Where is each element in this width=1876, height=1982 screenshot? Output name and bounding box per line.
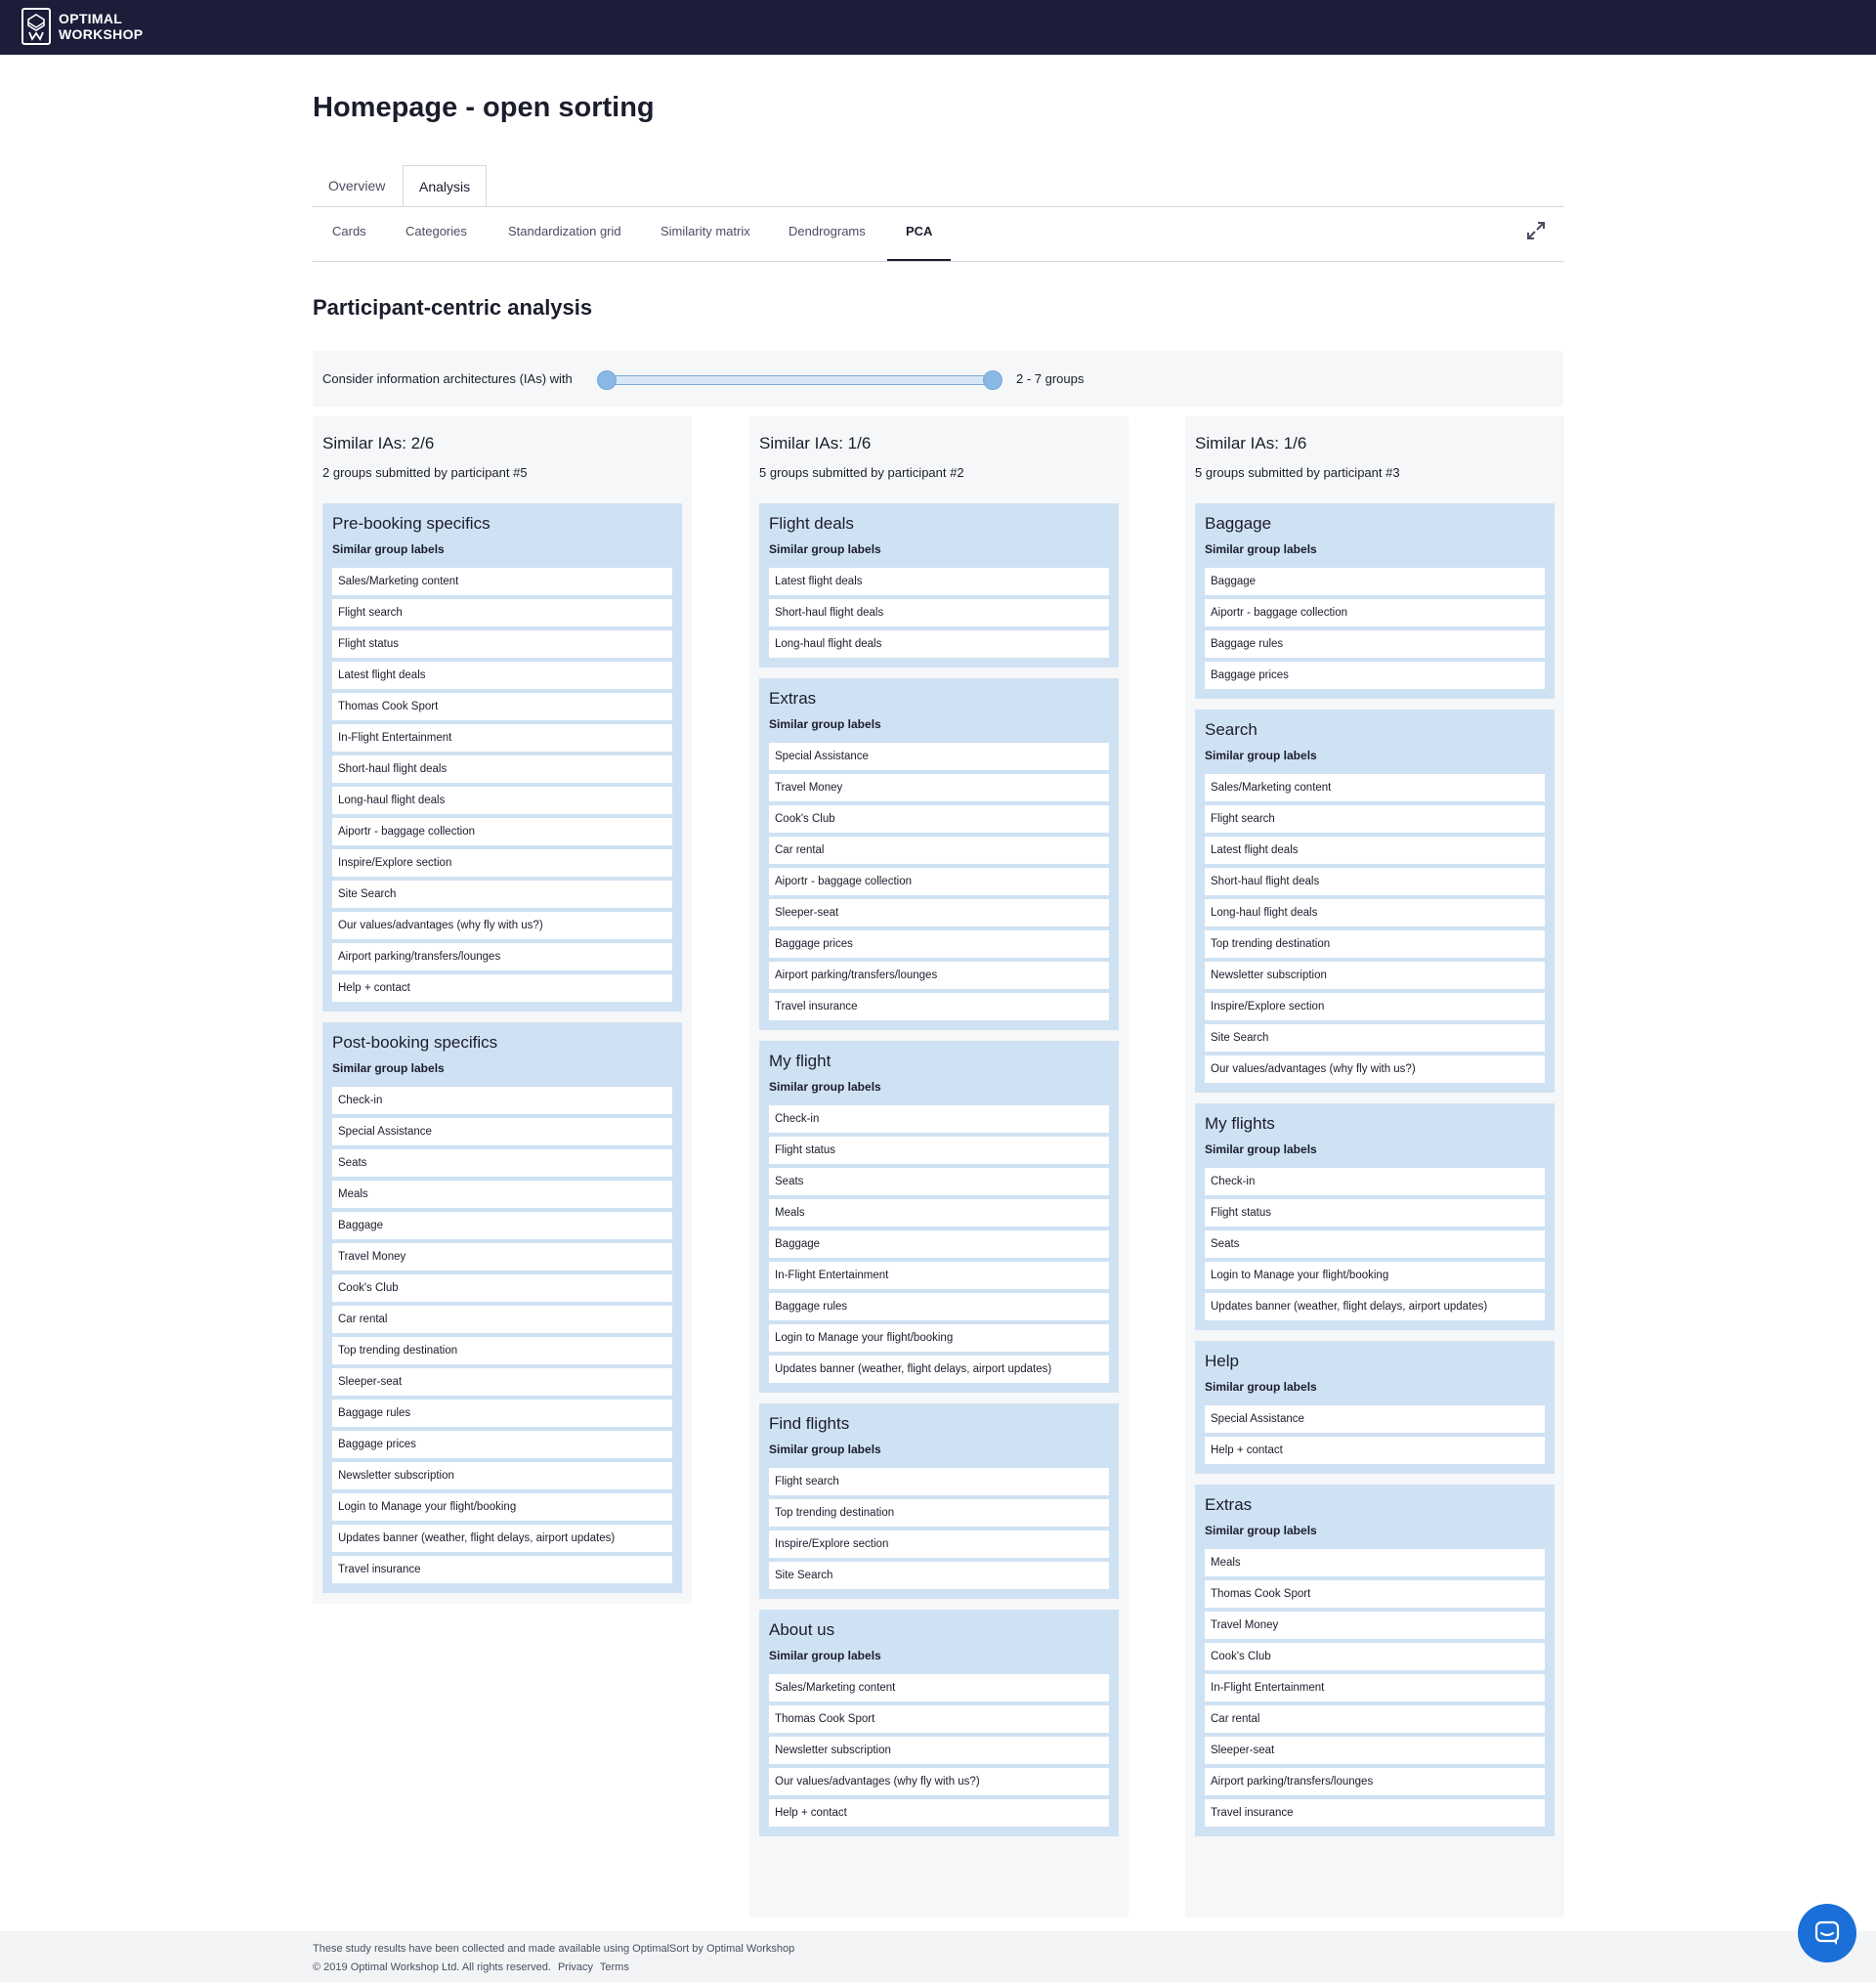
card-item: Inspire/Explore section	[769, 1530, 1109, 1558]
card-item: Site Search	[769, 1562, 1109, 1589]
card-item: Aiportr - baggage collection	[332, 818, 672, 845]
group-card	[1195, 1341, 1555, 1474]
group-card	[759, 1403, 1119, 1599]
card-item: In-Flight Entertainment	[332, 724, 672, 752]
card-item: Baggage rules	[769, 1293, 1109, 1320]
card-item: Travel insurance	[332, 1556, 672, 1583]
group-name: Extras	[769, 689, 817, 708]
card-item: Our values/advantages (why fly with us?)	[332, 912, 672, 939]
card-item: Sales/Marketing content	[332, 568, 672, 595]
group-list	[1195, 503, 1555, 1836]
ia-column-3	[1185, 416, 1564, 1917]
ia-column-1	[313, 416, 692, 1604]
card-item: Flight status	[1205, 1199, 1545, 1227]
card-item: Inspire/Explore section	[1205, 993, 1545, 1020]
column-subtitle: 5 groups submitted by participant #3	[1195, 465, 1400, 480]
group-sublabel: Similar group labels	[332, 542, 445, 556]
column-title: Similar IAs: 2/6	[322, 434, 435, 452]
group-name: Find flights	[769, 1414, 850, 1433]
card-item: Travel Money	[1205, 1612, 1545, 1639]
group-card	[1195, 710, 1555, 1093]
card-item: Login to Manage your flight/booking	[332, 1493, 672, 1521]
card-item: Login to Manage your flight/booking	[769, 1324, 1109, 1352]
card-item: Flight search	[1205, 805, 1545, 833]
card-item: Special Assistance	[1205, 1405, 1545, 1433]
card-item: Latest flight deals	[769, 568, 1109, 595]
top-bar	[0, 0, 1876, 55]
card-item: Long-haul flight deals	[332, 787, 672, 814]
card-item: Long-haul flight deals	[769, 630, 1109, 658]
subtab-similarity-matrix[interactable]: Similarity matrix	[661, 224, 750, 238]
group-name: Search	[1205, 720, 1258, 739]
card-item: Baggage rules	[332, 1400, 672, 1427]
card-item: Long-haul flight deals	[1205, 899, 1545, 926]
group-sublabel: Similar group labels	[769, 1443, 881, 1456]
card-item: Check-in	[1205, 1168, 1545, 1195]
footer-legal	[313, 1961, 633, 1973]
group-sublabel: Similar group labels	[1205, 749, 1317, 762]
card-item: Latest flight deals	[332, 662, 672, 689]
range-min-handle[interactable]	[597, 370, 617, 390]
tab-bar	[313, 165, 1563, 262]
card-item: Baggage prices	[769, 930, 1109, 958]
card-item: Meals	[332, 1181, 672, 1208]
tab-overview[interactable]: Overview	[328, 178, 386, 194]
group-name: Help	[1205, 1352, 1239, 1370]
group-name: Baggage	[1205, 514, 1272, 533]
card-item: Inspire/Explore section	[332, 849, 672, 877]
card-item: Flight status	[769, 1137, 1109, 1164]
card-item: Seats	[1205, 1230, 1545, 1258]
group-sublabel: Similar group labels	[1205, 1142, 1317, 1156]
group-name: Flight deals	[769, 514, 854, 533]
card-item: Sales/Marketing content	[1205, 774, 1545, 801]
card-item: Cook's Club	[769, 805, 1109, 833]
group-range-panel	[313, 351, 1563, 407]
card-item: Help + contact	[332, 974, 672, 1002]
card-item: Car rental	[332, 1306, 672, 1333]
subtab-dendrograms[interactable]: Dendrograms	[789, 224, 866, 238]
chat-icon	[1813, 1919, 1841, 1947]
card-item: Cook's Club	[1205, 1643, 1545, 1670]
group-card	[759, 1041, 1119, 1393]
card-item: Airport parking/transfers/lounges	[332, 943, 672, 970]
brand-line-1: OPTIMAL	[59, 11, 123, 26]
card-item: Special Assistance	[332, 1118, 672, 1145]
card-item: Site Search	[332, 881, 672, 908]
terms-link[interactable]: Terms	[599, 1961, 629, 1973]
card-item: Newsletter subscription	[1205, 962, 1545, 989]
brand-line-2: WORKSHOP	[59, 26, 144, 42]
card-item: Check-in	[769, 1105, 1109, 1133]
card-item: Thomas Cook Sport	[1205, 1580, 1545, 1608]
card-item: Travel insurance	[769, 993, 1109, 1020]
group-name: Pre-booking specifics	[332, 514, 490, 533]
subtab-cards[interactable]: Cards	[332, 224, 366, 238]
card-item: Updates banner (weather, flight delays, airport updates)	[1205, 1293, 1545, 1320]
card-item: Top trending destination	[1205, 930, 1545, 958]
tab-analysis[interactable]: Analysis	[403, 165, 487, 207]
group-card	[759, 503, 1119, 668]
group-sublabel: Similar group labels	[332, 1061, 445, 1075]
card-item: Updates banner (weather, flight delays, airport updates)	[332, 1525, 672, 1552]
card-item: Thomas Cook Sport	[332, 693, 672, 720]
card-item: Short-haul flight deals	[769, 599, 1109, 626]
card-item: Baggage prices	[332, 1431, 672, 1458]
group-card	[1195, 503, 1555, 699]
card-item: Help + contact	[769, 1799, 1109, 1827]
card-item: Flight status	[332, 630, 672, 658]
card-item: Login to Manage your flight/booking	[1205, 1262, 1545, 1289]
range-slider-track[interactable]	[606, 375, 993, 385]
section-title: Participant-centric analysis	[313, 295, 593, 320]
card-item: Updates banner (weather, flight delays, airport updates)	[769, 1356, 1109, 1383]
card-item: Meals	[1205, 1549, 1545, 1576]
card-item: Baggage	[332, 1212, 672, 1239]
group-list	[759, 503, 1119, 1836]
group-sublabel: Similar group labels	[769, 542, 881, 556]
group-sublabel: Similar group labels	[769, 1080, 881, 1094]
card-item: Short-haul flight deals	[1205, 868, 1545, 895]
group-name: About us	[769, 1620, 835, 1639]
group-sublabel: Similar group labels	[1205, 1380, 1317, 1394]
range-label: Consider information architectures (IAs) with	[322, 371, 573, 386]
card-item: Sleeper-seat	[769, 899, 1109, 926]
card-item: Baggage	[1205, 568, 1545, 595]
ia-column-2	[749, 416, 1129, 1917]
card-item: Flight search	[332, 599, 672, 626]
card-item: Seats	[332, 1149, 672, 1177]
card-item: Short-haul flight deals	[332, 755, 672, 783]
group-name: Extras	[1205, 1495, 1253, 1514]
card-item: Our values/advantages (why fly with us?)	[1205, 1056, 1545, 1083]
card-item: Aiportr - baggage collection	[769, 868, 1109, 895]
card-item: Baggage rules	[1205, 630, 1545, 658]
card-item: Latest flight deals	[1205, 837, 1545, 864]
group-sublabel: Similar group labels	[769, 717, 881, 731]
card-item: Site Search	[1205, 1024, 1545, 1052]
card-item: Travel Money	[332, 1243, 672, 1271]
card-item: Thomas Cook Sport	[769, 1705, 1109, 1733]
page-title: Homepage - open sorting	[313, 92, 655, 123]
group-card	[759, 678, 1119, 1030]
card-item: Baggage	[769, 1230, 1109, 1258]
range-max-handle[interactable]	[983, 370, 1002, 390]
group-card	[322, 503, 682, 1012]
brand-logo[interactable]	[21, 8, 143, 45]
logo-icon	[21, 8, 51, 45]
card-item: In-Flight Entertainment	[1205, 1674, 1545, 1702]
card-item: Sleeper-seat	[1205, 1737, 1545, 1764]
card-item: Special Assistance	[769, 743, 1109, 770]
expand-icon[interactable]	[1524, 219, 1548, 242]
group-name: My flights	[1205, 1114, 1275, 1133]
group-card	[322, 1022, 682, 1593]
card-item: Newsletter subscription	[769, 1737, 1109, 1764]
card-item: Help + contact	[1205, 1437, 1545, 1464]
group-sublabel: Similar group labels	[1205, 1524, 1317, 1537]
card-item: Sleeper-seat	[332, 1368, 672, 1396]
card-item: Travel insurance	[1205, 1799, 1545, 1827]
column-subtitle: 5 groups submitted by participant #2	[759, 465, 964, 480]
privacy-link[interactable]: Privacy	[557, 1961, 594, 1973]
chat-launcher-button[interactable]	[1798, 1904, 1856, 1962]
group-card	[1195, 1103, 1555, 1330]
card-item: Sales/Marketing content	[769, 1674, 1109, 1702]
card-item: Our values/advantages (why fly with us?)	[769, 1768, 1109, 1795]
brand-name	[59, 11, 143, 42]
card-item: Top trending destination	[769, 1499, 1109, 1527]
column-subtitle: 2 groups submitted by participant #5	[322, 465, 528, 480]
column-title: Similar IAs: 1/6	[1195, 434, 1307, 452]
footer-copyright: © 2019 Optimal Workshop Ltd. All rights reserved.	[313, 1961, 551, 1973]
subtab-standardization-grid[interactable]: Standardization grid	[508, 224, 621, 238]
card-item: Car rental	[1205, 1705, 1545, 1733]
card-item: Airport parking/transfers/lounges	[769, 962, 1109, 989]
group-name: My flight	[769, 1052, 831, 1070]
subtab-divider	[313, 261, 1563, 262]
group-sublabel: Similar group labels	[1205, 542, 1317, 556]
column-title: Similar IAs: 1/6	[759, 434, 872, 452]
group-card	[759, 1610, 1119, 1836]
card-item: Travel Money	[769, 774, 1109, 801]
card-item: Top trending destination	[332, 1337, 672, 1364]
card-item: Cook's Club	[332, 1274, 672, 1302]
group-name: Post-booking specifics	[332, 1033, 498, 1052]
card-item: Newsletter subscription	[332, 1462, 672, 1489]
card-item: In-Flight Entertainment	[769, 1262, 1109, 1289]
card-item: Check-in	[332, 1087, 672, 1114]
card-item: Meals	[769, 1199, 1109, 1227]
footer	[0, 1931, 1876, 1982]
subtab-categories[interactable]: Categories	[405, 224, 467, 238]
subtab-pca[interactable]: PCA	[906, 224, 933, 238]
footer-disclaimer: These study results have been collected and made available using OptimalSort by Optimal Workshop	[313, 1943, 795, 1955]
card-item: Airport parking/transfers/lounges	[1205, 1768, 1545, 1795]
card-item: Aiportr - baggage collection	[1205, 599, 1545, 626]
card-item: Car rental	[769, 837, 1109, 864]
card-item: Baggage prices	[1205, 662, 1545, 689]
group-card	[1195, 1485, 1555, 1836]
card-item: Seats	[769, 1168, 1109, 1195]
card-item: Flight search	[769, 1468, 1109, 1495]
range-value: 2 - 7 groups	[1016, 371, 1085, 386]
group-list	[322, 503, 682, 1593]
tab-divider	[313, 206, 1563, 207]
group-sublabel: Similar group labels	[769, 1649, 881, 1662]
